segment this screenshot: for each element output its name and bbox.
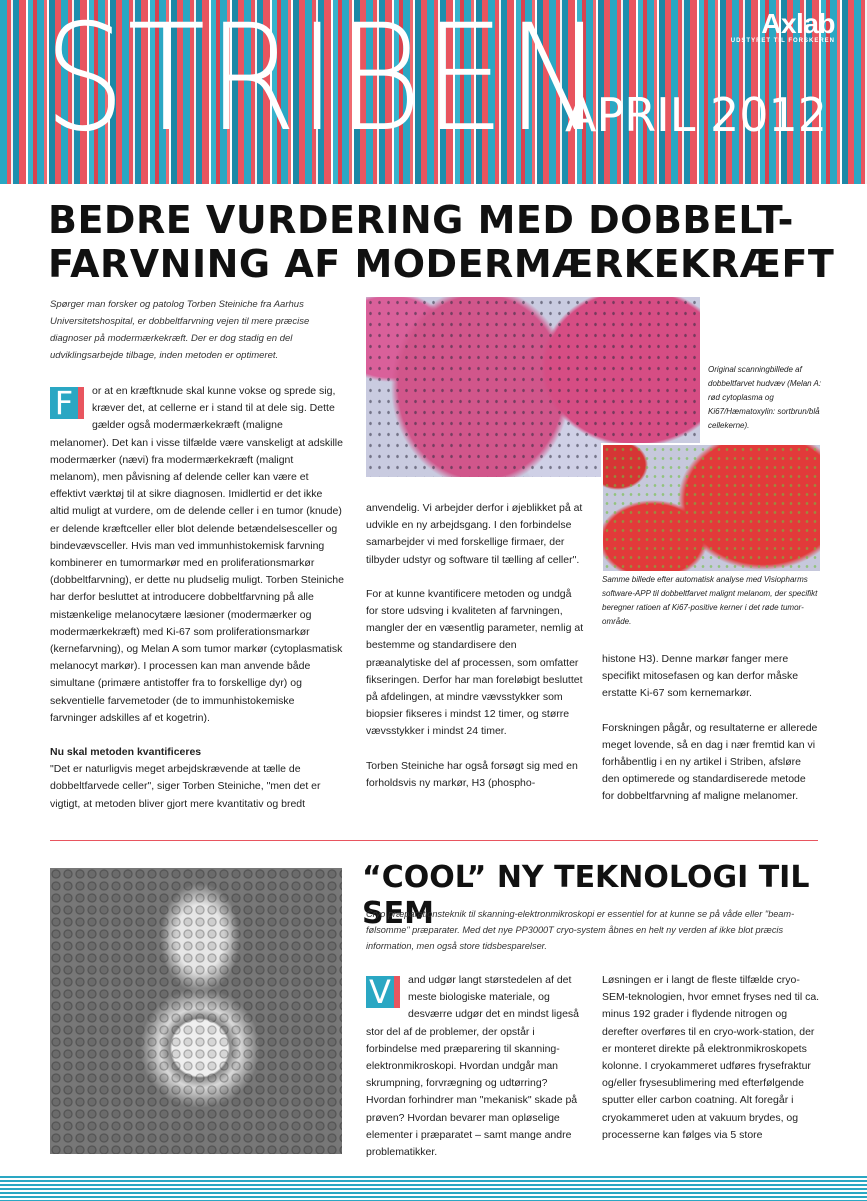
logo-tagline: UDSTYRET TIL FORSKEREN	[730, 38, 835, 44]
article1-col2-paragraph-1: anvendelig. Vi arbejder derfor i øjeblikket på at udvikle en ny arbejdsgang. I den forbindelse samarbejder vi med forskellige firmaer, der tilbyder udstyr og software til tælling af celler".	[366, 502, 583, 566]
article2-lead: Cryo præparationsteknik til skanning-elektronmikroskopi er essentiel for at kunne se på våde eller "beam-følsomme" præparater. Med det nye PP3000T cryo-system åbnes en helt ny verden af ikke blot præcis information, men også store tidsbesparelser.	[366, 909, 795, 951]
image1-caption: Original scanningbillede af dobbeltfarvet hudvæv (Melan A: rød cytoplasma og Ki67/Hæmatoxylin: sortbrun/blå cellekerne).	[708, 365, 822, 430]
footer-stripes	[0, 1176, 867, 1201]
article1-col3-paragraph-2: Forskningen pågår, og resultaterne er allerede meget lovende, så en dag i nær fremtid kan vi forhåbentlig i en ny artikel i Striben, afsløre den optimerede og standardiserede metode for dobbeltfarvning af maligne melanomer.	[602, 721, 818, 803]
article2-title: “COOL” NY TEKNOLOGI TIL SEM	[362, 860, 810, 931]
article2-col2-paragraph: Løsningen er i langt de fleste tilfælde cryo-SEM-teknologien, hvor emnet fryses ned til ca. minus 192 grader i flydende nitrogen og derefter overføres til en cryo-work-station, der er monteret direkte på elektronmikroskopets kolonne. I cryokammeret udføres frysefraktur og/eller frysesublimering med efterfølgende sputter eller carbon coatning. Alt foregår i cryokammeret uden at vakuum brydes, og processerne kan følges via 5 store	[602, 974, 820, 1141]
dropcap-f: F	[50, 387, 84, 419]
article1-col2-paragraph-3: Torben Steiniche har også forsøgt sig med en forholdsvis ny markør, H3 (phospho-	[366, 759, 578, 789]
article2-col1-paragraph: V and udgør langt størstedelen af det meste biologiske materiale, og desværre udgør det en mindst ligeså stor del af de problemer, der opstår i forbindelse med præparering til skanning-elektronmikroskopi. Hvordan undgår man skrumpning, forvrægning og udtørring? Hvordan forhindrer man "mekanisk" skade på prøven? Hvordan bevarer man opløselige elementer i præparatet – samt mange andre problematikker.	[366, 973, 579, 1159]
article1-column-3	[602, 651, 820, 823]
logo-name: Axlab	[761, 8, 835, 39]
article1-subheading: Nu skal metoden kvantificeres	[50, 746, 202, 759]
article1-col1-paragraph-1: F or at en kræftknude skal kunne vokse og sprede sig, kræver det, at cellerne er i stand til at dele sig. Dette gælder også modermærkekræft (maligne melanomer). Det kan i visse tilfælde være vanskeligt at adskille modermærker (nævi) fra modermærkekræft (malignt melanom), men påvisning af delende celler kan være et effektivt værktøj til at sikre diagnosen. Imidlertid er det ikke altid muligt at vurdere, om de delende celler i en tumor (knude) er delende kræftceller eller blot delende betændelsesceller og bindevævsceller. Hvis man ved immunhistokemisk farvning kombinerer en tumormarkør med en proliferationsmarkør (dobbeltfarvning), er dette nu pludselig muligt. Torben Steiniche har derfor besluttet at introducere dobbeltfarvning på alle mistænkelige melanocytære læsioner (modermærker og modermærkekræft) med Ki-67 som proliferationsmarkør (kernefarvning), og Melan A som tumor markør (cytoplasmatisk melanocyt markør). I processen kan man anvende både simultane (primære antistoffer fra to forskellige dyr) og sekventielle farvemetoder (de to immunhistokemiske farvninger adskilles af et kogetrin).	[50, 384, 344, 724]
article1-column-1	[50, 383, 344, 830]
sem-micrograph-image	[50, 868, 342, 1154]
masthead-title: STRIBEN	[44, 0, 605, 165]
article1-col3-paragraph-1: histone H3). Denne markør fanger mere specifikt mitosefasen og kan derfor måske erstatte Ki-67 som kernemarkør.	[602, 653, 799, 700]
article2-column-2	[602, 972, 820, 1161]
article1-lead: Spørger man forsker og patolog Torben Steiniche fra Aarhus Universitetshospital, er dobbeltfarvning vejen til mere præcise diagnoser på modermærkekræft. Der er dog stadig en del udviklingsarbejde tilbage, inden metoden er optimeret.	[50, 299, 310, 361]
section-divider	[50, 840, 818, 841]
article1-col2-paragraph-2: For at kunne kvantificere metoden og undgå for store udsving i kvaliteten af farvningen, mangler der en væsentlig parameter, nemlig at bestemme og standardisere den præanalytiske del af processen, som omfatter fikseringen. Derfor har man foreløbigt besluttet på afdelingen, at mindre vævsstykker som biopsier fikseres i mindst 12 timer, og større vævsstykker i mindst 24 timer.	[366, 587, 584, 738]
article1-column-2	[366, 500, 584, 809]
article2-column-1	[366, 972, 586, 1178]
dropcap-v: V	[366, 976, 400, 1008]
issue-date: APRIL 2012	[565, 88, 828, 142]
article1-col1-paragraph-2: "Det er naturligvis meget arbejdskrævende at tælle de dobbeltfarvede celler", siger Torben Steiniche, "men det er vigtigt, at metoden bliver gjort mere kvantitativ og bredt	[50, 763, 321, 810]
axlab-logo	[731, 10, 835, 44]
image2-caption: Samme billede efter automatisk analyse med Visiopharms software-APP til dobbeltfarvet malignt melanom, der specifikt beregner ratioen af Ki67-positive kerner i det røde tumor-område.	[602, 575, 818, 626]
article1-title: BEDRE VURDERING MED DOBBELT-FARVNING AF MODERMÆRKEKRÆFT	[48, 198, 835, 286]
analyzed-tissue-image	[601, 443, 822, 573]
